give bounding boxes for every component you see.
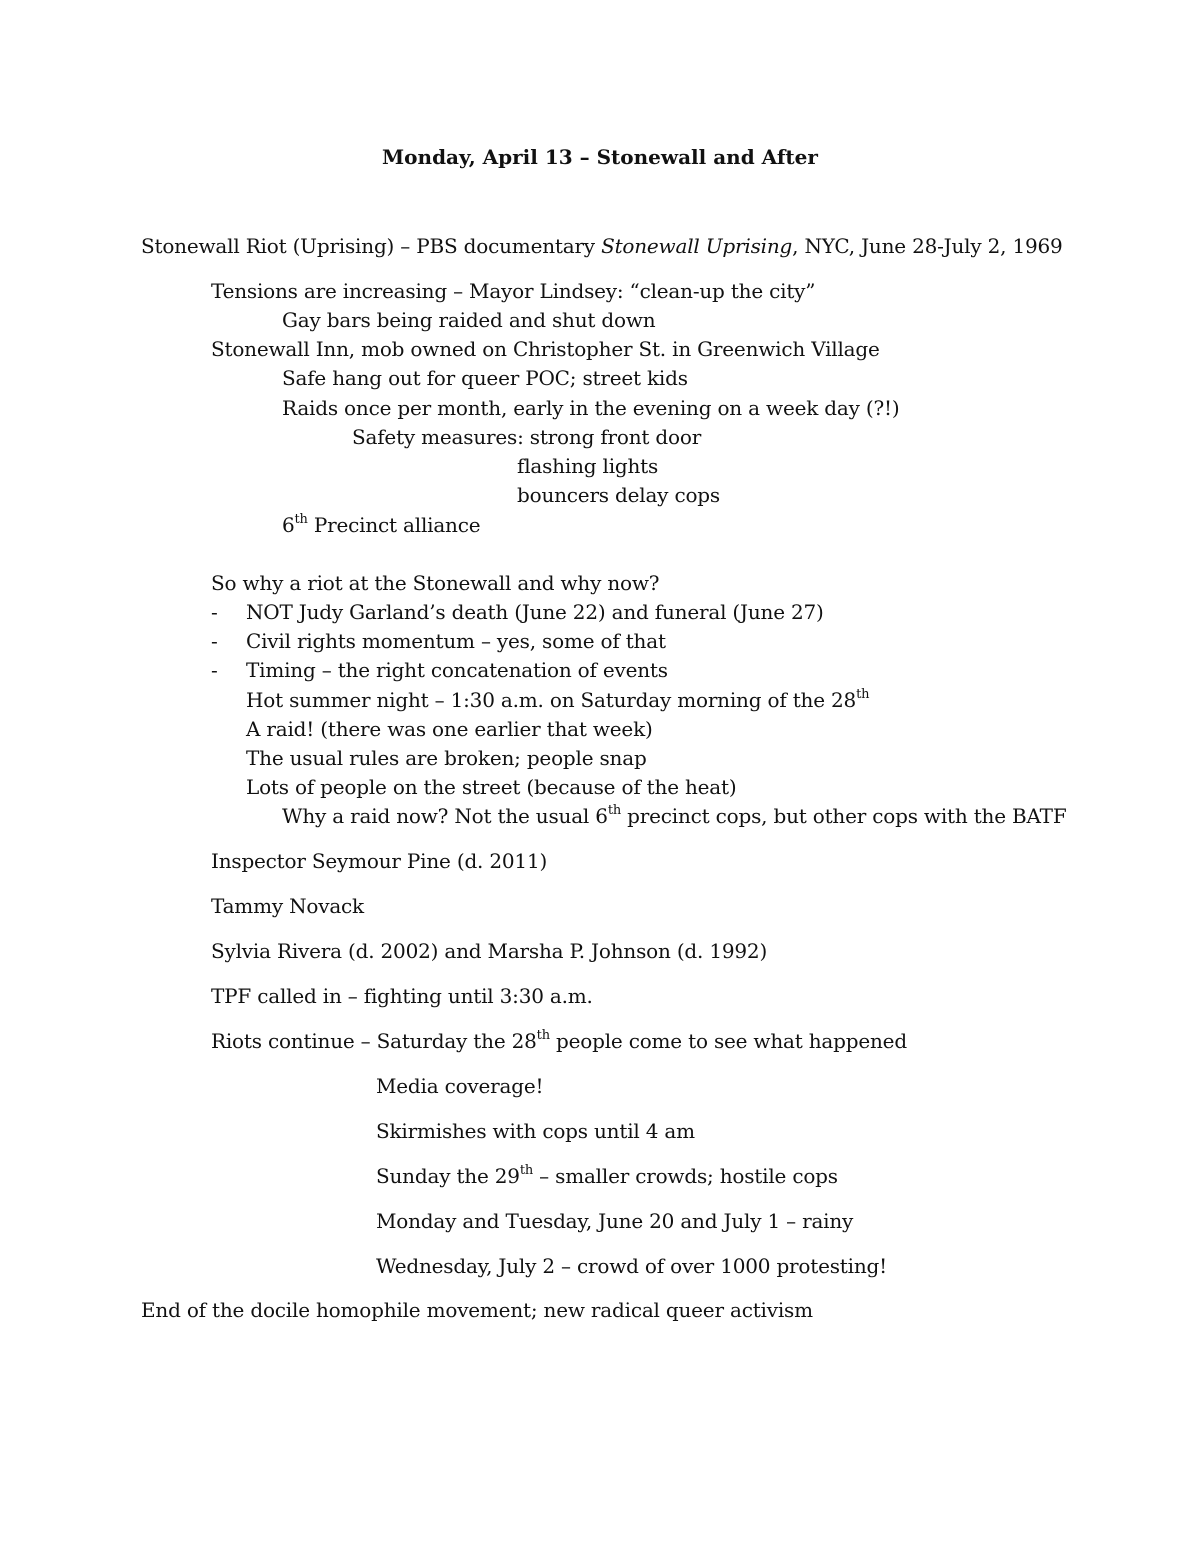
heading-line — [141, 233, 1063, 259]
hot-summer-text: Hot summer night – 1:30 a.m. on Saturday morning of the 28 — [246, 688, 857, 712]
riots-ordinal: th — [536, 1028, 550, 1044]
sunday-ordinal: th — [519, 1163, 534, 1179]
precinct-text: Precinct alliance — [307, 513, 481, 537]
hot-summer-ordinal: th — [856, 687, 870, 703]
bullet-dash: - — [211, 629, 218, 653]
line-wednesday: Wednesday, July 2 – crowd of over 1000 protesting! — [376, 1254, 887, 1278]
why-raid-text-a: Why a raid now? Not the usual 6 — [282, 804, 608, 828]
line-safe-hangout: Safe hang out for queer POC; street kids — [282, 366, 688, 390]
riots-text-b: people come to see what happened — [549, 1029, 907, 1053]
line-riots-continue — [211, 1028, 907, 1054]
line-gay-bars: Gay bars being raided and shut down — [282, 308, 656, 332]
why-raid-text-b: precinct cops, but other cops with the BATF — [621, 804, 1067, 828]
line-a-raid: A raid! (there was one earlier that week) — [246, 717, 653, 741]
bullet-dash: - — [211, 658, 218, 682]
line-hot-summer — [246, 687, 869, 713]
line-tammy-novack: Tammy Novack — [211, 894, 364, 918]
line-stonewall-inn: Stonewall Inn, mob owned on Christopher St. in Greenwich Village — [211, 337, 880, 361]
line-why-raid-now — [282, 803, 1067, 829]
bullet-dash: - — [211, 600, 218, 624]
film-title: Stonewall Uprising — [601, 234, 793, 258]
riots-text-a: Riots continue – Saturday the 28 — [211, 1029, 537, 1053]
heading-suffix: , NYC, June 28-July 2, 1969 — [792, 234, 1063, 258]
line-raids: Raids once per month, early in the evening on a week day (?!) — [282, 396, 900, 420]
line-seymour-pine: Inspector Seymour Pine (d. 2011) — [211, 849, 548, 873]
line-why-riot: So why a riot at the Stonewall and why now? — [211, 571, 660, 595]
precinct-ordinal: th — [294, 512, 308, 528]
line-tensions: Tensions are increasing – Mayor Lindsey: “clean-up the city” — [211, 279, 816, 303]
line-media-coverage: Media coverage! — [376, 1074, 544, 1098]
line-garland: NOT Judy Garland’s death (June 22) and funeral (June 27) — [246, 600, 824, 624]
line-monday-tuesday: Monday and Tuesday, June 20 and July 1 – rainy — [376, 1209, 854, 1233]
line-tpf: TPF called in – fighting until 3:30 a.m. — [211, 984, 593, 1008]
line-skirmishes: Skirmishes with cops until 4 am — [376, 1119, 695, 1143]
line-flashing-lights: flashing lights — [517, 454, 659, 478]
line-timing: Timing – the right concatenation of events — [246, 658, 668, 682]
line-end-movement: End of the docile homophile movement; new radical queer activism — [141, 1298, 813, 1322]
sunday-text-a: Sunday the 29 — [376, 1164, 520, 1188]
line-safety-measures: Safety measures: strong front door — [352, 425, 702, 449]
page-title: Monday, April 13 – Stonewall and After — [382, 145, 818, 169]
sunday-text-b: – smaller crowds; hostile cops — [533, 1164, 838, 1188]
line-sylvia-marsha: Sylvia Rivera (d. 2002) and Marsha P. Johnson (d. 1992) — [211, 939, 768, 963]
line-usual-rules: The usual rules are broken; people snap — [246, 746, 647, 770]
heading-prefix: Stonewall Riot (Uprising) – PBS documentary — [141, 234, 602, 258]
precinct-number: 6 — [282, 513, 295, 537]
line-precinct-alliance — [282, 512, 480, 538]
line-civil-rights: Civil rights momentum – yes, some of that — [246, 629, 666, 653]
line-sunday — [376, 1163, 838, 1189]
line-lots-of-people: Lots of people on the street (because of the heat) — [246, 775, 737, 799]
line-bouncers: bouncers delay cops — [517, 483, 720, 507]
why-raid-ordinal: th — [607, 803, 622, 819]
